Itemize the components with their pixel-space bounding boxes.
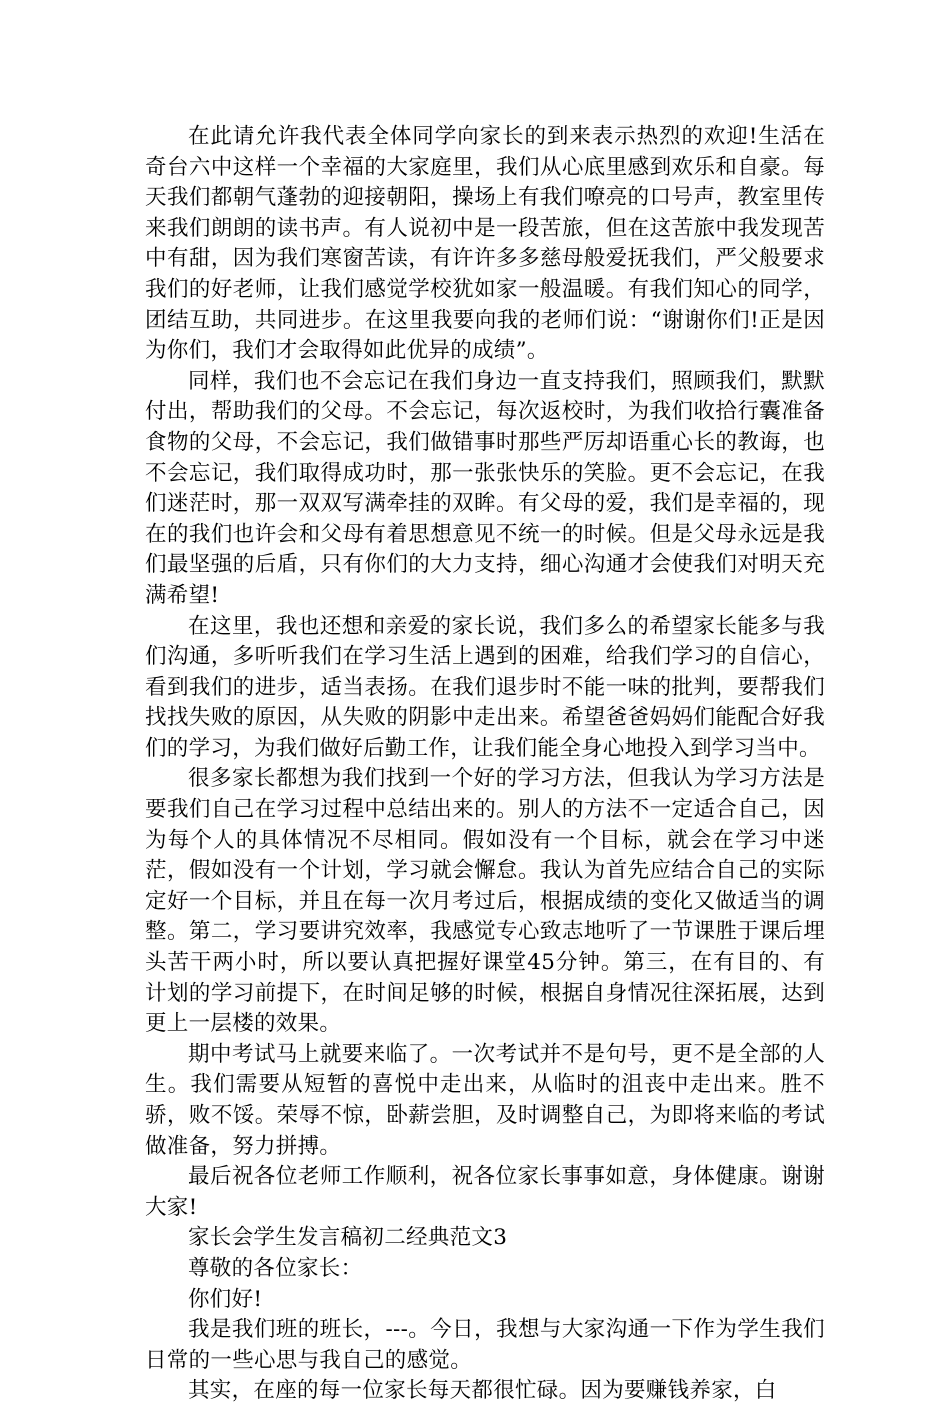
section-title: 家长会学生发言稿初二经典范文3 xyxy=(188,1225,508,1251)
salutation: 尊敬的各位家长： xyxy=(188,1255,363,1281)
paragraph-introduction: 我是我们班的班长，---。今日，我想与大家沟通一下作为学生我们日常的一些心思与我自己的感觉。 xyxy=(145,1317,825,1373)
paragraph-welcome: 在此请允许我代表全体同学向家长的到来表示热烈的欢迎!生活在奇台六中这样一个幸福的大家庭里，我们从心底里感到欢乐和自豪。每天我们都朝气蓬勃的迎接朝阳，操场上有我们嘹亮的口号声，教室里传来我们朗朗的读书声。有人说初中是一段苦旅，但在这苦旅中我发现苦中有甜，因为我们寒窗苦读，有许许多多慈母般爱抚我们，严父般要求我们的好老师，让我们感觉学校犹如家一般温暖。有我们知心的同学，团结互助，共同进步。在这里我要向我的老师们说：“谢谢你们!正是因为你们，我们才会取得如此优异的成绩”。 xyxy=(145,124,825,364)
paragraph-communication: 在这里，我也还想和亲爱的家长说，我们多么的希望家长能多与我们沟通，多听听我们在学习生活上遇到的困难，给我们学习的自信心，看到我们的进步，适当表扬。在我们退步时不能一味的批判，要帮我们找找失败的原因，从失败的阴影中走出来。希望爸爸妈妈们能配合好我们的学习，为我们做好后勤工作，让我们能全身心地投入到学习当中。 xyxy=(145,613,825,761)
paragraph-parents: 同样，我们也不会忘记在我们身边一直支持我们，照顾我们，默默付出，帮助我们的父母。不会忘记，每次返校时，为我们收拾行囊准备食物的父母，不会忘记，我们做错事时那些严厉却语重心长的教诲，也不会忘记，我们取得成功时，那一张张快乐的笑脸。更不会忘记，在我们迷茫时，那一双双写满牵挂的双眸。有父母的爱，我们是幸福的，现在的我们也许会和父母有着思想意见不统一的时候。但是父母永远是我们最坚强的后盾，只有你们的大力支持，细心沟通才会使我们对明天充满希望! xyxy=(145,368,825,608)
paragraph-closing: 最后祝各位老师工作顺利，祝各位家长事事如意，身体健康。谢谢大家! xyxy=(145,1164,825,1220)
paragraph-busy-parents: 其实，在座的每一位家长每天都很忙碌。因为要赚钱养家，白 xyxy=(188,1378,777,1404)
paragraph-midterm: 期中考试马上就要来临了。一次考试并不是句号，更不是全部的人生。我们需要从短暂的喜悦中走出来，从临时的沮丧中走出来。胜不骄，败不馁。荣辱不惊，卧薪尝胆，及时调整自己，为即将来临的考试做准备，努力拼搏。 xyxy=(145,1041,825,1159)
greeting: 你们好! xyxy=(188,1286,263,1312)
paragraph-study-method: 很多家长都想为我们找到一个好的学习方法，但我认为学习方法是要我们自己在学习过程中总结出来的。别人的方法不一定适合自己，因为每个人的具体情况不尽相同。假如没有一个目标，就会在学习中迷茫，假如没有一个计划，学习就会懈怠。我认为首先应结合自己的实际定好一个目标，并且在每一次月考过后，根据成绩的变化又做适当的调整。第二，学习要讲究效率，我感觉专心致志地听了一节课胜于课后埋头苦干两小时，所以要认真把握好课堂45分钟。第三，在有目的、有计划的学习前提下，在时间足够的时候，根据自身情况往深拓展，达到更上一层楼的效果。 xyxy=(145,766,825,1037)
document-body xyxy=(145,122,825,1407)
